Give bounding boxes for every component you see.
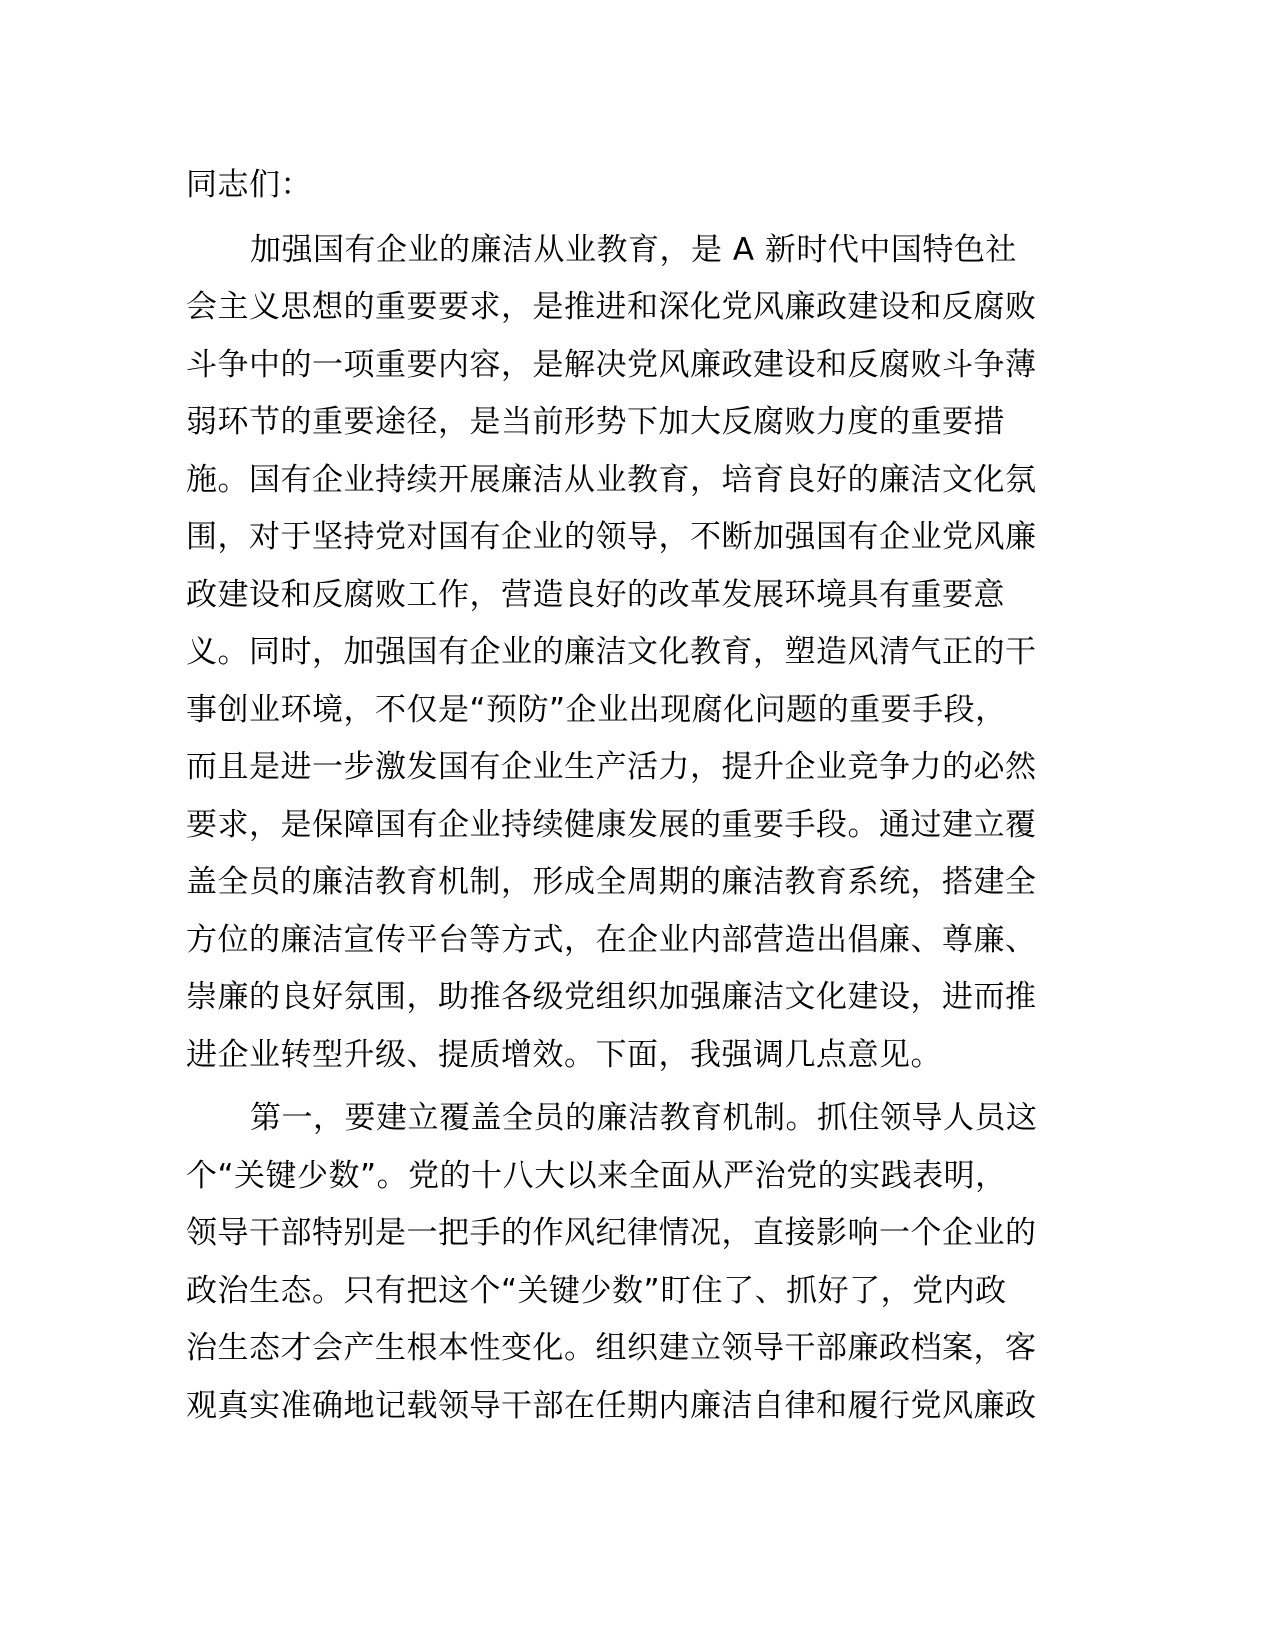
paragraph-line: 义。同时，加强国有企业的廉洁文化教育，塑造风清气正的干 xyxy=(186,634,1037,670)
document-body xyxy=(186,157,1086,1435)
paragraph-line: 领导干部特别是一把手的作风纪律情况，直接影响一个企业的 xyxy=(186,1215,1037,1251)
paragraph-line: 加强国有企业的廉洁从业教育，是 A 新时代中国特色社 xyxy=(250,231,1017,268)
paragraph-line: 要求，是保障国有企业持续健康发展的重要手段。通过建立覆 xyxy=(186,806,1037,843)
paragraph-1 xyxy=(186,222,1086,1085)
paragraph-line: 政治生态。只有把这个“关键少数”盯住了、抓好了，党内政 xyxy=(186,1272,1007,1309)
paragraph-line: 盖全员的廉洁教育机制，形成全周期的廉洁教育系统，搭建全 xyxy=(186,864,1037,900)
paragraph-line: 观真实准确地记载领导干部在任期内廉洁自律和履行党风廉政 xyxy=(186,1387,1037,1424)
paragraph-line: 第一，要建立覆盖全员的廉洁教育机制。抓住领导人员这 xyxy=(250,1100,1038,1136)
paragraph-line: 斗争中的一项重要内容，是解决党风廉政建设和反腐败斗争薄 xyxy=(186,346,1037,383)
paragraph-line: 崇廉的良好氛围，助推各级党组织加强廉洁文化建设，进而推 xyxy=(186,979,1037,1015)
paragraph-line: 会主义思想的重要要求，是推进和深化党风廉政建设和反腐败 xyxy=(186,289,1037,325)
paragraph-line: 而且是进一步激发国有企业生产活力，提升企业竞争力的必然 xyxy=(186,749,1037,785)
paragraph-line: 围，对于坚持党对国有企业的领导，不断加强国有企业党风廉 xyxy=(186,519,1037,555)
paragraph-line: 事创业环境，不仅是“预防”企业出现腐化问题的重要手段， xyxy=(186,691,1007,728)
paragraph-2 xyxy=(186,1090,1086,1435)
paragraph-line: 弱环节的重要途径，是当前形势下加大反腐败力度的重要措 xyxy=(186,404,1005,440)
paragraph-line: 方位的廉洁宣传平台等方式，在企业内部营造出倡廉、尊廉、 xyxy=(186,921,1037,958)
paragraph-line: 进企业转型升级、提质增效。下面，我强调几点意见。 xyxy=(186,1036,942,1073)
salutation: 同志们： xyxy=(186,167,312,203)
paragraph-line: 个“关键少数”。党的十八大以来全面从严治党的实践表明， xyxy=(186,1157,1007,1194)
paragraph-line: 施。国有企业持续开展廉洁从业教育，培育良好的廉洁文化氛 xyxy=(186,461,1037,498)
paragraph-line: 治生态才会产生根本性变化。组织建立领导干部廉政档案，客 xyxy=(186,1330,1037,1366)
paragraph-line: 政建设和反腐败工作，营造良好的改革发展环境具有重要意 xyxy=(186,576,1005,613)
